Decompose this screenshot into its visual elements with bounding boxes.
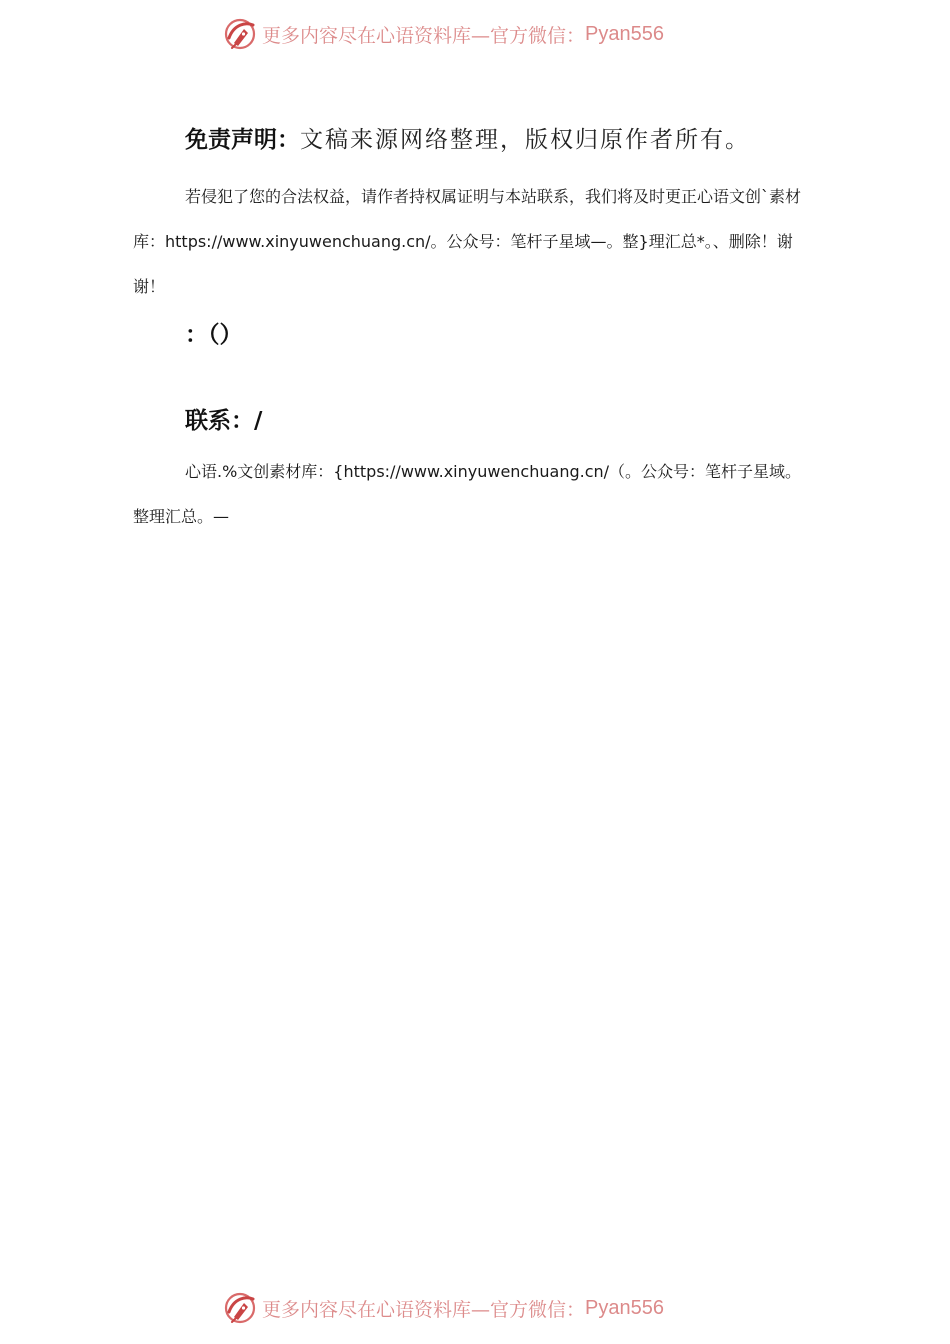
disclaimer-statement: 文稿来源网络整理，版权归原作者所有。 [300,127,750,153]
contact-heading: 联系：/ [185,408,263,434]
watermark-text: 更多内容尽在心语资料库—官方微信： [262,1298,586,1321]
header-watermark [222,14,742,54]
watermark-wechat-id: Pyan556 [585,1296,664,1319]
watermark-wechat-id: Pyan556 [585,22,664,45]
disclaimer-heading [185,118,817,162]
contact-paragraph: 心语.%文创素材库：{https://www.xinyuwenchuang.cn/（。公众号：笔杆子星域。整理汇总。— [133,462,802,526]
document-body [133,118,817,539]
watermark-text: 更多内容尽在心语资料库—官方微信： [262,24,586,47]
disclaimer-label: 免责声明： [185,127,300,153]
disclaimer-paragraph: 若侵犯了您的合法权益，请作者持权属证明与本站联系，我们将及时更正心语文创`素材库：https://www.xinyuwenchuang.cn/。公众号：笔杆子星域—。整}理汇总*。、删除！谢谢！ [133,187,802,296]
brackets-line: ：（） [185,322,243,348]
footer-watermark [222,1288,742,1328]
pen-nib-logo-icon [222,16,258,52]
pen-nib-logo-icon [222,1290,258,1326]
